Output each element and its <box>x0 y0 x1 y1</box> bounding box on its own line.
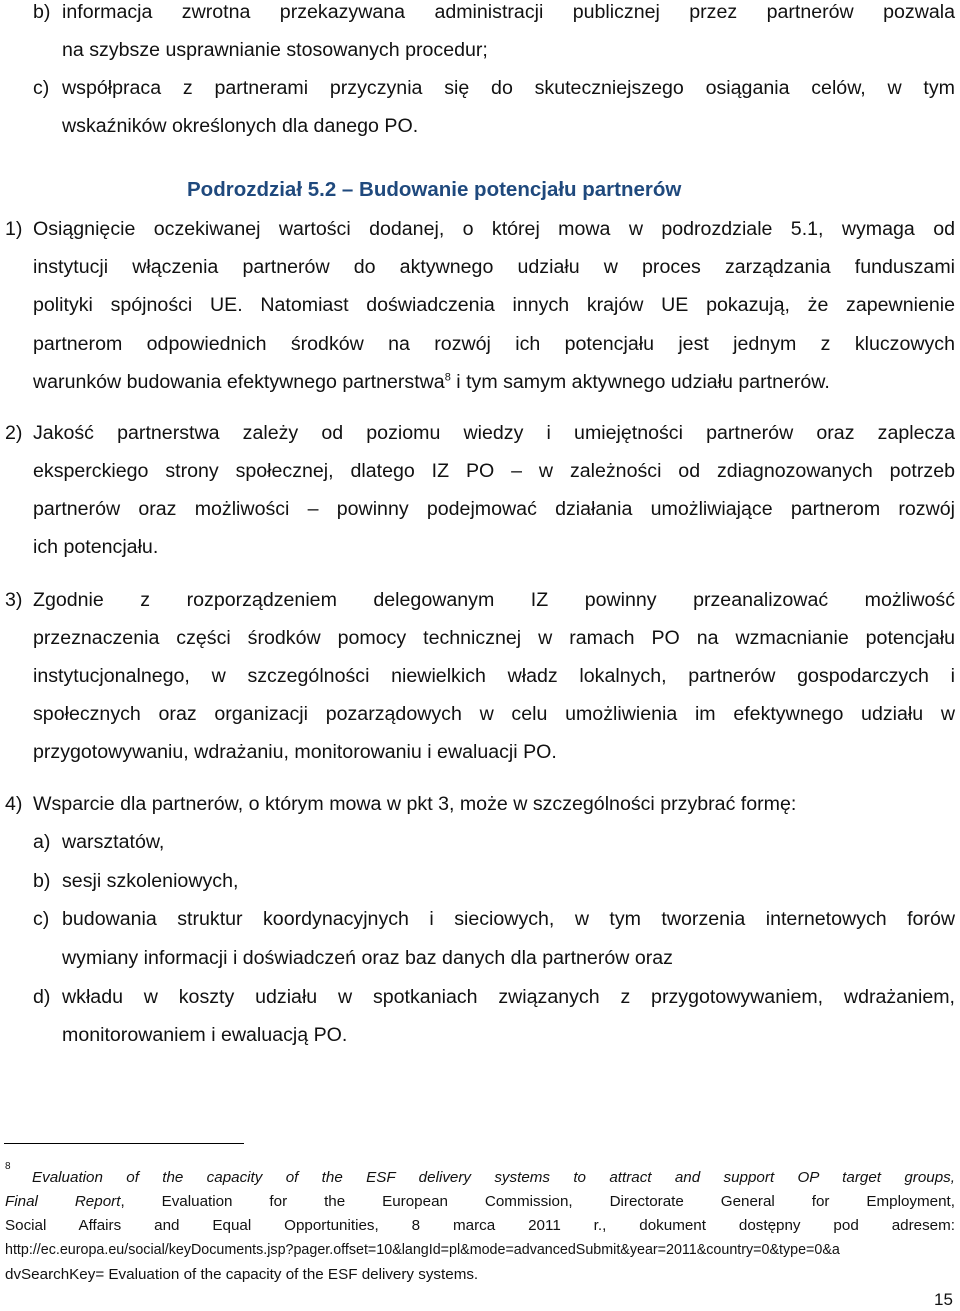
paragraph-3-line5: przygotowywaniu, wdrażaniu, monitorowaniu i ewaluacji PO. <box>33 741 557 763</box>
paragraph-1-line5 <box>33 373 830 393</box>
list-label-b2: b) <box>33 870 51 892</box>
footnote-line5: dvSearchKey= Evaluation of the capacity of the ESF delivery systems. <box>5 1266 479 1283</box>
section-c-line1: współpraca z partnerami przyczynia się do skuteczniejszego osiągania celów, w tym <box>62 77 955 99</box>
paragraph-2-line1: Jakość partnerstwa zależy od poziomu wiedzy i umiejętności partnerów oraz zaplecza <box>33 422 955 444</box>
paragraph-4-line1: Wsparcie dla partnerów, o którym mowa w pkt 3, może w szczególności przybrać formę: <box>33 793 797 815</box>
paragraph-2-line2: eksperckiego strony społecznej, dlatego IZ PO – w zależności od zdiagnozowanych potrzeb <box>33 460 955 482</box>
paragraph-3-line1: Zgodnie z rozporządzeniem delegowanym IZ powinny przeanalizować możliwość <box>33 589 955 611</box>
paragraph-1-line1: Osiągnięcie oczekiwanej wartości dodanej, o której mowa w podrozdziale 5.1, wymaga od <box>33 218 955 240</box>
paragraph-1-line5-end: i tym samym aktywnego udziału partnerów. <box>450 371 830 393</box>
list-label-c: c) <box>33 77 50 99</box>
footnote-reference: 8 <box>444 371 451 384</box>
list-item-d-line2: monitorowaniem i ewaluacją PO. <box>62 1024 348 1046</box>
section-c-line2: wskaźników określonych dla danego PO. <box>62 115 419 137</box>
section-b-line1: informacja zwrotna przekazywana administracji publicznej przez partnerów pozwala <box>62 1 955 23</box>
list-item-c-line2: wymiany informacji i doświadczeń oraz baz danych dla partnerów oraz <box>62 947 673 969</box>
paragraph-1-label: 1) <box>5 218 23 240</box>
section-heading: Podrozdział 5.2 – Budowanie potencjału partnerów <box>187 178 682 201</box>
paragraph-1-line5-start: warunków budowania efektywnego partnerstwa <box>33 371 445 393</box>
paragraph-2-line3: partnerów oraz możliwości – powinny podejmować działania umożliwiające partnerom rozwój <box>33 498 955 520</box>
footnote-line2-rest: , Evaluation for the European Commission, Directorate General for Employment, <box>120 1193 955 1210</box>
paragraph-1-line3: polityki spójności UE. Natomiast doświadczenia innych krajów UE pokazują, że zapewnienie <box>33 294 955 316</box>
list-item-a: warsztatów, <box>62 831 165 853</box>
list-item-d-line1: wkładu w koszty udziału w spotkaniach związanych z przygotowywaniem, wdrażaniem, <box>62 986 955 1008</box>
paragraph-1-line4: partnerom odpowiednich środków na rozwój ich potencjału jest jednym z kluczowych <box>33 333 955 355</box>
list-label-b: b) <box>33 1 51 23</box>
list-item-c-line1: budowania struktur koordynacyjnych i sieciowych, w tym tworzenia internetowych forów <box>62 908 955 930</box>
list-label-d: d) <box>33 986 51 1008</box>
paragraph-3-line3: instytucjonalnego, w szczególności niewielkich władz lokalnych, partnerów gospodarczych i <box>33 665 955 687</box>
section-b-line2: na szybsze usprawnianie stosowanych procedur; <box>62 39 488 61</box>
paragraph-3-line4: społecznych oraz organizacji pozarządowych w celu umożliwienia im efektywnego udziału w <box>33 703 955 725</box>
paragraph-2-line4: ich potencjału. <box>33 536 159 558</box>
list-label-c2: c) <box>33 908 50 930</box>
footnote-number: 8 <box>5 1161 11 1172</box>
paragraph-3-label: 3) <box>5 589 23 611</box>
footnote-separator <box>4 1143 244 1144</box>
paragraph-3-line2: przeznaczenia części środków pomocy technicznej w ramach PO na wzmacnianie potencjału <box>33 627 955 649</box>
footnote-line1: Evaluation of the capacity of the ESF delivery systems to attract and support OP target groups, <box>32 1169 955 1186</box>
list-item-b: sesji szkoleniowych, <box>62 870 239 892</box>
paragraph-4-label: 4) <box>5 793 23 815</box>
footnote-final-report: Final Report <box>5 1193 121 1210</box>
footnote-url[interactable]: http://ec.europa.eu/social/keyDocuments.jsp?pager.offset=10&langId=pl&mode=advancedSubmit&year=2011&country=0&type=0&a <box>5 1242 840 1258</box>
list-label-a: a) <box>33 831 51 853</box>
footnote-line3: Social Affairs and Equal Opportunities, 8 marca 2011 r., dokument dostępny pod adresem: <box>5 1217 955 1234</box>
paragraph-2-label: 2) <box>5 422 23 444</box>
paragraph-1-line2: instytucji włączenia partnerów do aktywnego udziału w proces zarządzania funduszami <box>33 256 955 278</box>
footnote-line2 <box>5 1194 955 1209</box>
page-number: 15 <box>934 1290 953 1309</box>
